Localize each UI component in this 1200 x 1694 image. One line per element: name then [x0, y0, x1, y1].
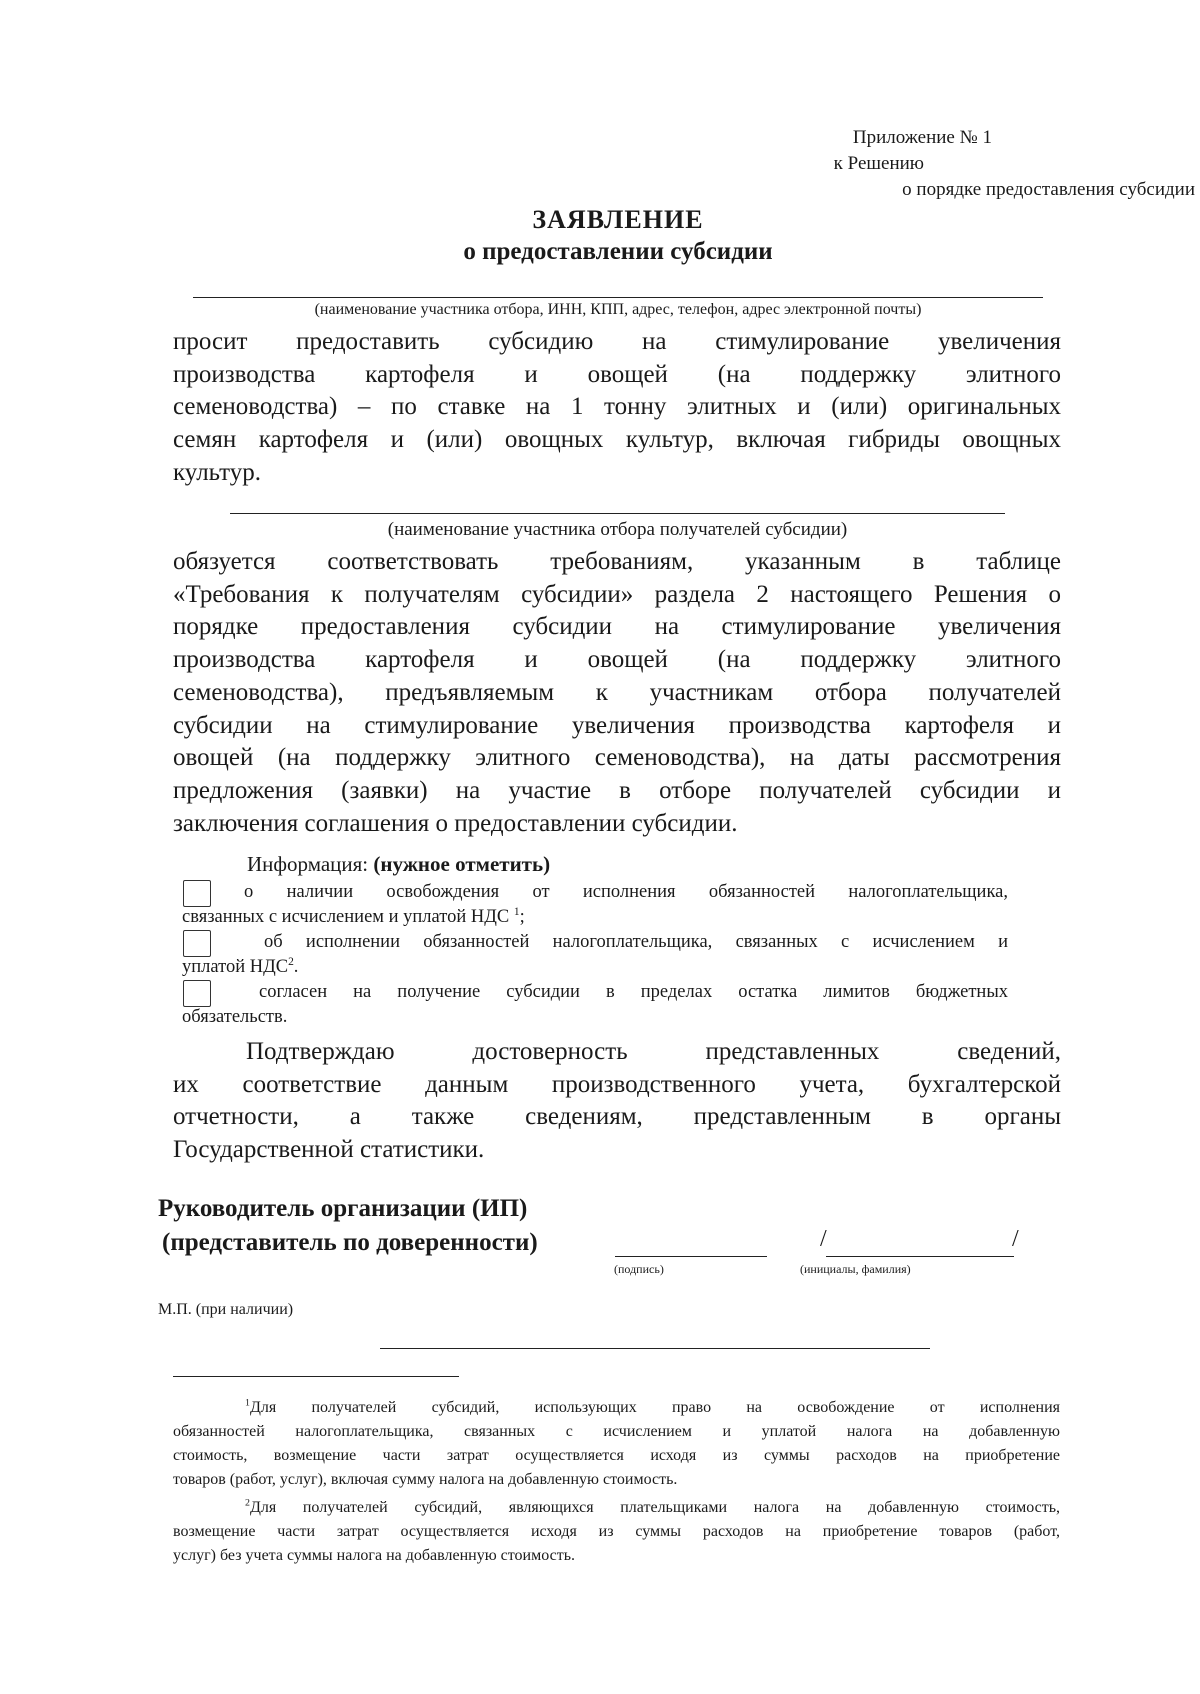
- document-title: ЗАЯВЛЕНИЕ: [532, 205, 704, 234]
- paragraph-line: семеноводства), предъявляемым к участникам отбора получателей: [173, 678, 1061, 706]
- name-caption: (инициалы, фамилия): [800, 1262, 911, 1276]
- paragraph-line: отчетности, а также сведениям, представленным в органы: [173, 1103, 1061, 1131]
- option-budget-limits: [182, 980, 1008, 1029]
- annex-subject: о порядке предоставления субсидии: [902, 179, 1195, 200]
- option-vat-payer: об исполнении обязанностей налогоплательщика, связанных с исчислением и уплатой НДС$^2$.: [182, 932, 1008, 977]
- footnote-ref: 1: [513, 905, 520, 918]
- participant-field-line: [230, 513, 1005, 514]
- signatory-title: Руководитель организации (ИП): [158, 1195, 528, 1222]
- paragraph-line: производства картофеля и овощей (на поддержку элитного: [173, 360, 1061, 388]
- request-paragraph: [173, 326, 1061, 490]
- name-line: [826, 1256, 1014, 1257]
- name-slash-left: /: [820, 1226, 827, 1252]
- paragraph-line: заключения соглашения о предоставлении субсидии.: [173, 809, 738, 837]
- footnote-1: $^1$Для получателей субсидий, использующих право на освобождение от исполнения обязанностей налогоплательщика, связанных с исчислением и уплатой налога на добавленную стоимость, возмещение части затрат осуществляется исходя из суммы расходов на приобретение товаров (работ, услуг), включая сумму налога на добавленную стоимость.: [173, 1397, 1060, 1488]
- paragraph-line: предложения (заявки) на участие в отборе получателей субсидии и: [173, 776, 1061, 804]
- annex-header: [833, 125, 1195, 203]
- stamp-note: М.П. (при наличии): [158, 1301, 294, 1318]
- paragraph-line: семян картофеля и (или) овощных культур, включая гибриды овощных: [173, 426, 1061, 454]
- paragraph-line: обязуется соответствовать требованиям, указанным в таблице: [173, 548, 1061, 575]
- applicant-field-caption: (наименование участника отбора, ИНН, КПП, адрес, телефон, адрес электронной почты): [314, 301, 922, 318]
- footnote-ref: 2: [288, 955, 294, 968]
- paragraph-line: производства картофеля и овощей (на поддержку элитного: [173, 646, 1061, 674]
- paragraph-line: просит предоставить субсидию на стимулирование увеличения: [173, 328, 1061, 355]
- name-slash-right: /: [1012, 1226, 1019, 1252]
- paragraph-line: культур.: [173, 458, 261, 486]
- paragraph-line: их соответствие данным производственного учета, бухгалтерской: [173, 1070, 1061, 1098]
- paragraph-line: Государственной статистики.: [173, 1136, 485, 1164]
- annex-ref: к Решению: [833, 153, 924, 174]
- separator-line: [380, 1348, 930, 1349]
- footnote-number: 1: [245, 1397, 250, 1409]
- info-hint: (нужное отметить): [373, 852, 551, 876]
- paragraph-line: овощей (на поддержку элитного семеноводства), на даты рассмотрения: [173, 744, 1061, 772]
- signature-line: [615, 1256, 767, 1257]
- paragraph-line: «Требования к получателям субсидии» раздела 2 настоящего Решения о: [173, 580, 1061, 608]
- info-label: Информация:: [247, 852, 374, 876]
- document-subtitle: о предоставлении субсидии: [463, 238, 773, 265]
- signature-caption: (подпись): [614, 1262, 664, 1276]
- info-heading: [247, 852, 550, 877]
- option-text: согласен на получение субсидии в пределах остатка лимитов бюджетных: [259, 982, 1008, 1002]
- footnote-number: 2: [245, 1497, 250, 1509]
- paragraph-line: порядке предоставления субсидии на стимулирование увеличения: [173, 613, 1061, 641]
- option-vat-exemption: о наличии освобождения от исполнения обязанностей налогоплательщика, связанных с исчислением и уплатой НДС $^1$;: [182, 882, 1008, 927]
- signatory-subtitle: (представитель по доверенности): [162, 1229, 538, 1256]
- participant-field-caption: (наименование участника отбора получателей субсидии): [387, 519, 848, 540]
- confirmation-paragraph: [173, 1036, 1061, 1167]
- option-text: связанных с исчислением и уплатой НДС: [182, 906, 514, 927]
- option-text: обязательств.: [182, 1006, 288, 1027]
- option-text: уплатой НДС: [182, 956, 289, 977]
- option-text: о наличии освобождения от исполнения обязанностей налогоплательщика,: [244, 882, 1008, 902]
- annex-number: Приложение № 1: [852, 127, 992, 148]
- option-text: об исполнении обязанностей налогоплательщика, связанных с исчислением и: [264, 932, 1008, 952]
- paragraph-line: субсидии на стимулирование увеличения производства картофеля и: [173, 711, 1061, 739]
- footnote-2: $^2$Для получателей субсидий, являющихся плательщиками налога на добавленную стоимость, возмещение части затрат осуществляется исходя из суммы расходов на приобретение товаров (работ, услуг) без учета суммы налога на добавленную стоимость.: [173, 1497, 1060, 1564]
- obligation-paragraph: [173, 546, 1061, 840]
- paragraph-line: Подтверждаю достоверность представленных сведений,: [246, 1038, 1061, 1065]
- footnote-rule: [173, 1376, 459, 1377]
- applicant-field-line: [193, 297, 1043, 298]
- paragraph-line: семеноводства) – по ставке на 1 тонну элитных и (или) оригинальных: [173, 393, 1061, 421]
